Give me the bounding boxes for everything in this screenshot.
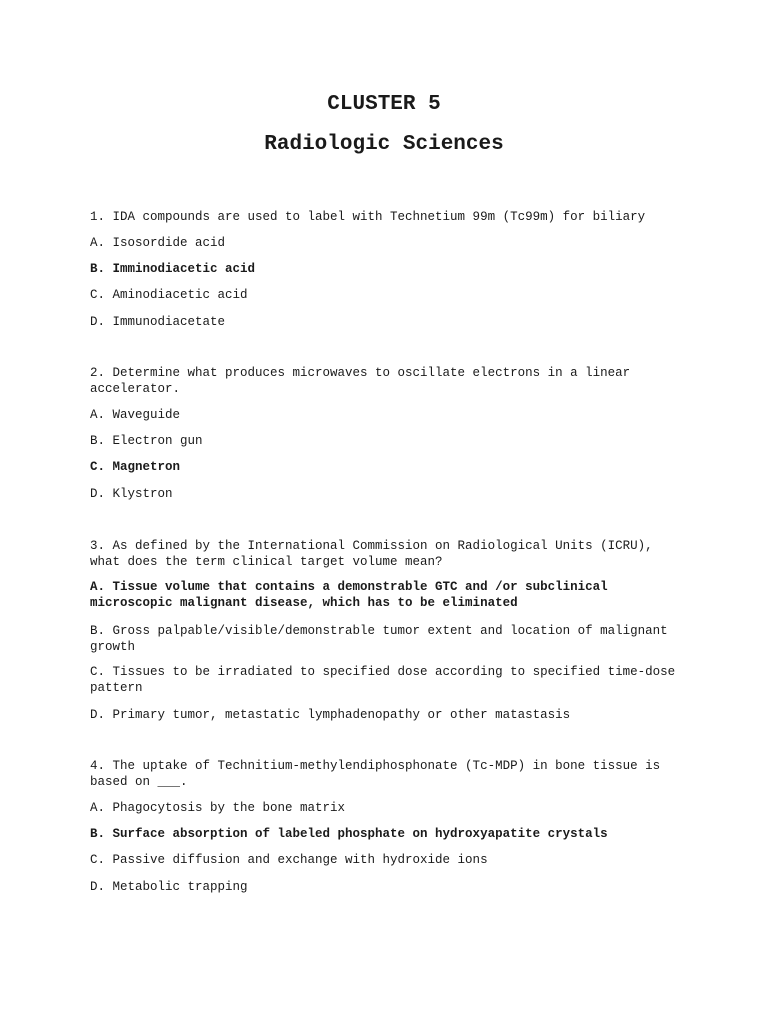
answer-option: D. Primary tumor, metastatic lymphadenopathy or other matastasis xyxy=(90,708,571,722)
answer-option: C. Passive diffusion and exchange with hydroxide ions xyxy=(90,853,488,867)
answer-option-correct: B. Surface absorption of labeled phosphate on hydroxyapatite crystals xyxy=(90,827,608,841)
answer-option: C. Tissues to be irradiated to specified dose according to specified time-dose pattern xyxy=(90,665,683,695)
answer-option: A. Phagocytosis by the bone matrix xyxy=(90,801,346,815)
question-stem: 1. IDA compounds are used to label with Technetium 99m (Tc99m) for biliary xyxy=(90,210,646,224)
page-subtitle: Radiologic Sciences xyxy=(264,133,504,156)
answer-option: D. Metabolic trapping xyxy=(90,880,248,894)
answer-option-correct: B. Imminodiacetic acid xyxy=(90,262,256,276)
page-title: CLUSTER 5 xyxy=(327,93,441,116)
answer-option-correct: A. Tissue volume that contains a demonstrable GTC and /or subclinical microscopic malignant disease, which has to be eliminated xyxy=(90,580,616,610)
answer-option: C. Aminodiacetic acid xyxy=(90,288,248,302)
question-stem: 3. As defined by the International Commission on Radiological Units (ICRU), what does the term clinical target volume mean? xyxy=(90,539,661,569)
question-stem: 4. The uptake of Technitium-methylendiphosphonate (Tc-MDP) in bone tissue is based on ___. xyxy=(90,759,668,789)
answer-option: A. Isosordide acid xyxy=(90,236,226,250)
question-stem: 2. Determine what produces microwaves to oscillate electrons in a linear accelerator. xyxy=(90,366,638,396)
answer-option-correct: C. Magnetron xyxy=(90,460,181,474)
answer-option: A. Waveguide xyxy=(90,408,181,422)
answer-option: B. Gross palpable/visible/demonstrable tumor extent and location of malignant growth xyxy=(90,624,676,654)
answer-option: B. Electron gun xyxy=(90,434,203,448)
answer-option: D. Klystron xyxy=(90,487,173,501)
answer-option: D. Immunodiacetate xyxy=(90,315,226,329)
